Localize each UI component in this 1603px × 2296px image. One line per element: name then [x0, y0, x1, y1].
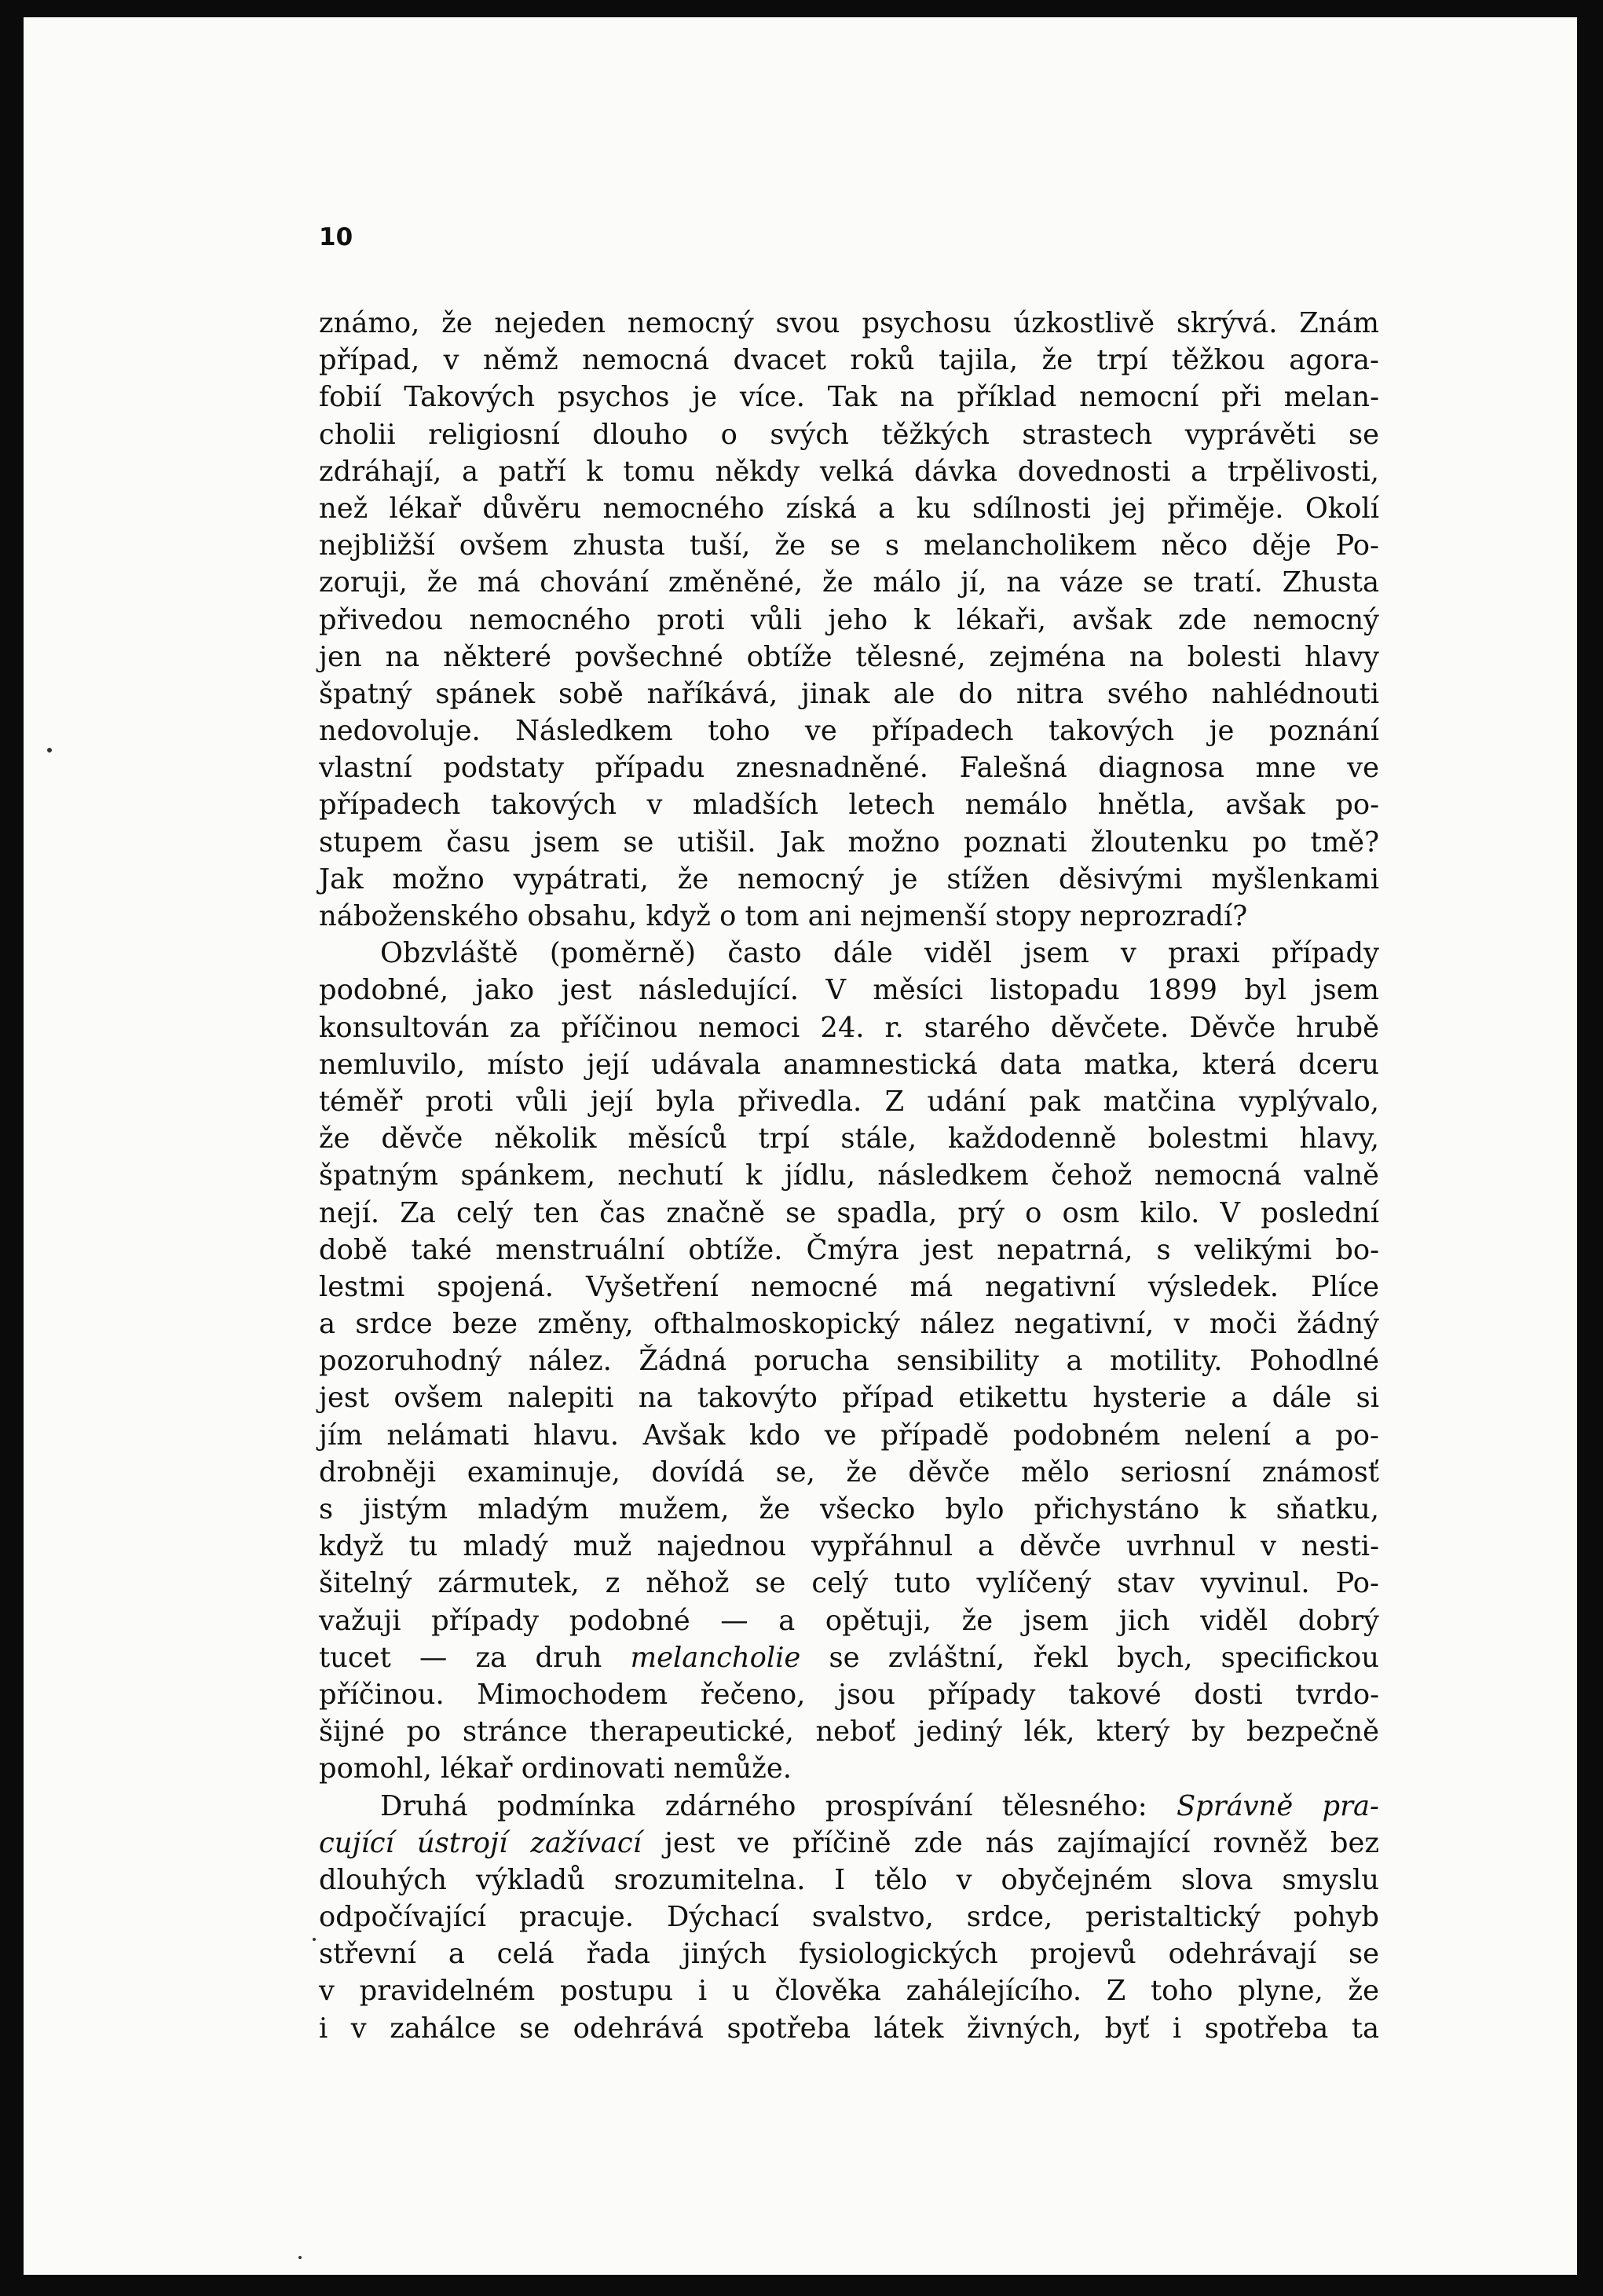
- text-line: [319, 1825, 1379, 1862]
- italic-text: melancholie: [630, 1641, 801, 1674]
- text-run: nemluvilo, místo její udávala anamnestická data matka, která dceru: [319, 1048, 1379, 1081]
- text-run: cholii religiosní dlouho o svých těžkých strastech vyprávěti se: [319, 418, 1379, 451]
- text-run: střevní a celá řada jiných fysiologických projevů odehrávají se: [319, 1938, 1379, 1971]
- text-run: odpočívající pracuje. Dýchací svalstvo, srdce, peristaltický pohyb: [319, 1901, 1379, 1934]
- body-text: [319, 305, 1379, 2047]
- text-run: podobné, jako jest následující. V měsíci listopadu 1899 byl jsem: [319, 974, 1379, 1007]
- text-line: [319, 1713, 1379, 1750]
- text-run: náboženského obsahu, když o tom ani nejmenší stopy neprozradí?: [319, 900, 1248, 932]
- text-run: vlastní podstaty případu znesnadněné. Falešná diagnosa mne ve: [319, 752, 1379, 785]
- text-run: téměř proti vůli její byla přivedla. Z udání pak matčina vyplývalo,: [319, 1085, 1379, 1118]
- page-speck: [313, 1938, 316, 1941]
- text-line: [319, 1305, 1379, 1342]
- text-line: [319, 453, 1379, 490]
- paragraph: [319, 1788, 1379, 2047]
- italic-text: Správně pra-: [1176, 1789, 1379, 1822]
- text-line: [319, 1046, 1379, 1083]
- paragraph: [319, 305, 1379, 935]
- book-page: [24, 17, 1577, 2275]
- text-line: [319, 564, 1379, 601]
- text-line: [319, 1899, 1379, 1935]
- text-run: pozoruhodný nález. Žádná porucha sensibility a motility. Pohodlné: [319, 1345, 1379, 1378]
- text-line: [319, 972, 1379, 1009]
- text-line: [319, 416, 1379, 453]
- text-line: [319, 676, 1379, 712]
- text-run: tucet — za druh: [319, 1641, 631, 1674]
- text-line: [319, 305, 1379, 342]
- italic-text: cující ústrojí zažívací: [319, 1826, 642, 1859]
- text-run: případ, v němž nemocná dvacet roků tajila, že trpí těžkou agora-: [319, 344, 1379, 377]
- text-line: [319, 1195, 1379, 1232]
- text-line: [319, 712, 1379, 749]
- text-run: jest ovšem nalepiti na takovýto případ etikettu hysterie a dále si: [319, 1382, 1379, 1415]
- text-run: šitelný zármutek, z něhož se celý tuto vylíčený stav vyvinul. Po-: [319, 1567, 1379, 1600]
- text-run: nejí. Za celý ten čas značně se spadla, prý o osm kilo. V poslední: [319, 1196, 1379, 1229]
- text-line: [319, 1565, 1379, 1602]
- page-speck: [47, 748, 52, 753]
- text-line: [319, 861, 1379, 898]
- text-line: [319, 1491, 1379, 1528]
- text-run: konsultován za příčinou nemoci 24. r. starého děvčete. Děvče hrubě: [319, 1011, 1379, 1044]
- text-run: když tu mladý muž najednou vypřáhnul a děvče uvrhnul v nesti-: [319, 1530, 1379, 1563]
- text-run: lestmi spojená. Vyšetření nemocné má negativní výsledek. Plíce: [319, 1270, 1379, 1303]
- text-line: [319, 2010, 1379, 2047]
- text-line: [319, 1454, 1379, 1491]
- text-line: [319, 1935, 1379, 1972]
- text-run: době také menstruální obtíže. Čmýra jest nepatrná, s velikými bo-: [319, 1233, 1379, 1266]
- text-run: že děvče několik měsíců trpí stále, každodenně bolestmi hlavy,: [319, 1122, 1379, 1155]
- text-run: Obzvláště (poměrně) často dále viděl jsem v praxi případy: [380, 937, 1379, 970]
- text-run: případech takových v mladších letech nemálo hnětla, avšak po-: [319, 789, 1379, 822]
- text-run: jest ve příčině zde nás zajímající rovněž bez: [641, 1826, 1379, 1859]
- text-line: [319, 1417, 1379, 1454]
- text-line: [319, 1342, 1379, 1379]
- text-line: [319, 602, 1379, 639]
- text-line: [319, 1269, 1379, 1305]
- text-line: [319, 490, 1379, 527]
- text-run: špatný spánek sobě naříkává, jinak ale do nitra svého nahlédnouti: [319, 677, 1379, 710]
- text-line: [319, 898, 1379, 935]
- text-run: Jak možno vypátrati, že nemocný je stížen děsivými myšlenkami: [319, 862, 1379, 895]
- text-line: [319, 1788, 1379, 1825]
- text-run: nedovoluje. Následkem toho ve případech takových je poznání: [319, 715, 1379, 748]
- text-line: [319, 1602, 1379, 1639]
- paragraph: [319, 935, 1379, 1787]
- text-run: špatným spánkem, nechutí k jídlu, následkem čehož nemocná valně: [319, 1159, 1379, 1192]
- text-line: [319, 342, 1379, 379]
- text-run: s jistým mladým mužem, že všecko bylo přichystáno k sňatku,: [319, 1493, 1379, 1525]
- text-line: [319, 1639, 1379, 1676]
- text-line: [319, 527, 1379, 564]
- text-run: drobněji examinuje, dovídá se, že děvče mělo seriosní známosť: [319, 1456, 1379, 1489]
- text-line: [319, 1232, 1379, 1269]
- text-run: nejbližší ovšem zhusta tuší, že se s melancholikem něco děje Po-: [319, 529, 1379, 562]
- text-run: zdráhají, a patří k tomu někdy velká dávka dovednosti a trpělivosti,: [319, 455, 1379, 488]
- text-line: [319, 935, 1379, 972]
- text-run: v pravidelném postupu i u člověka zahálejícího. Z toho plyne, že: [319, 1975, 1379, 2008]
- text-line: [319, 824, 1379, 861]
- text-line: [319, 1862, 1379, 1899]
- text-run: příčinou. Mimochodem řečeno, jsou případy takové dosti tvrdo-: [319, 1678, 1379, 1711]
- page-speck: [298, 2256, 302, 2259]
- text-line: [319, 1083, 1379, 1120]
- text-line: [319, 379, 1379, 416]
- text-run: stupem času jsem se utišil. Jak možno poznati žloutenku po tmě?: [319, 826, 1379, 859]
- text-line: [319, 1157, 1379, 1194]
- text-run: pomohl, lékař ordinovati nemůže.: [319, 1752, 792, 1785]
- text-run: jen na některé povšechné obtíže tělesné, zejména na bolesti hlavy: [319, 640, 1379, 673]
- text-run: Druhá podmínka zdárného prospívání tělesného:: [380, 1789, 1177, 1822]
- text-line: [319, 749, 1379, 786]
- text-line: [319, 1528, 1379, 1565]
- text-line: [319, 1120, 1379, 1157]
- text-line: [319, 1379, 1379, 1416]
- text-run: i v zahálce se odehrává spotřeba látek živných, byť i spotřeba ta: [319, 2012, 1379, 2045]
- text-run: přivedou nemocného proti vůli jeho k lékaři, avšak zde nemocný: [319, 603, 1379, 636]
- text-line: [319, 786, 1379, 823]
- text-run: važuji případy podobné — a opětuji, že jsem jich viděl dobrý: [319, 1604, 1379, 1637]
- text-run: známo, že nejeden nemocný svou psychosu úzkostlivě skrývá. Znám: [319, 307, 1379, 339]
- text-run: zoruji, že má chování změněné, že málo jí, na váze se tratí. Zhusta: [319, 566, 1379, 599]
- text-line: [319, 1972, 1379, 2009]
- text-run: než lékař důvěru nemocného získá a ku sdílnosti jej přiměje. Okolí: [319, 492, 1379, 525]
- text-line: [319, 1009, 1379, 1046]
- text-line: [319, 1676, 1379, 1713]
- page-number: 10: [319, 223, 353, 251]
- text-run: fobií Takových psychos je více. Tak na příklad nemocní při melan-: [319, 381, 1379, 414]
- text-run: a srdce beze změny, ofthalmoskopický nález negativní, v moči žádný: [319, 1308, 1379, 1341]
- text-line: [319, 639, 1379, 676]
- text-line: [319, 1750, 1379, 1787]
- text-run: dlouhých výkladů srozumitelna. I tělo v obyčejném slova smyslu: [319, 1863, 1379, 1896]
- text-run: jím nelámati hlavu. Avšak kdo ve případě podobném nelení a po-: [319, 1419, 1379, 1452]
- text-run: šijné po stránce therapeutické, neboť jediný lék, který by bezpečně: [319, 1716, 1379, 1749]
- text-run: se zvláštní, řekl bych, specifickou: [800, 1641, 1379, 1674]
